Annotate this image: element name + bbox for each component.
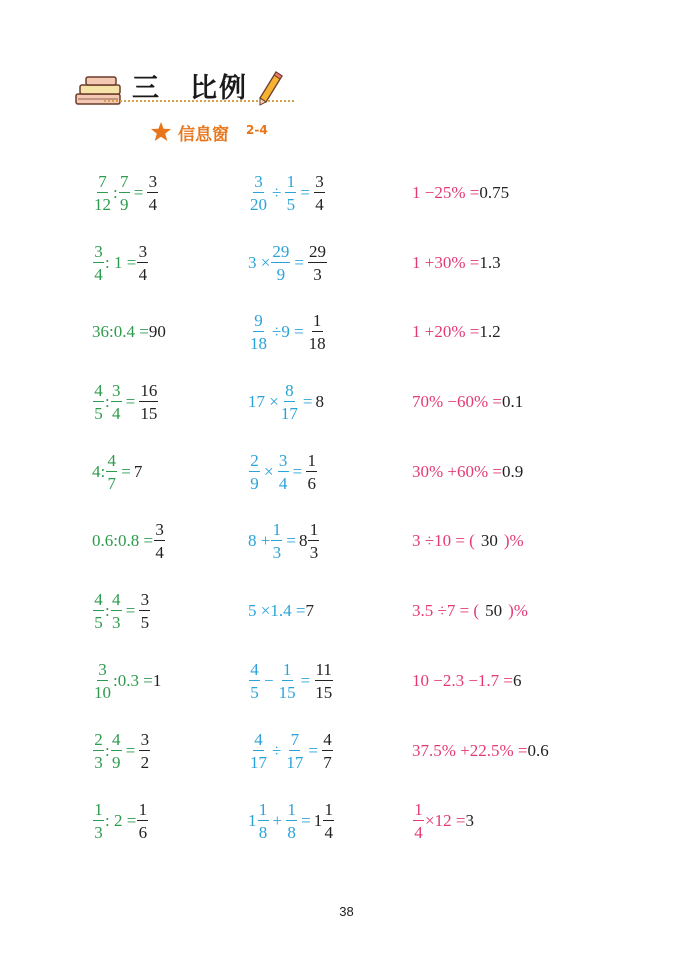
fraction: $\frac{1}{8}$ [258,800,268,842]
fraction: $\frac{4}{7}$ [323,730,332,772]
fraction: $\frac{1}{15}$ [278,660,296,702]
fraction: $\frac{1}{3}$ [309,520,319,562]
row3-col1: 36:0.4 = 90 [92,322,166,341]
fraction: $\frac{1}{6}$ [138,800,148,842]
subtitle-text: 信息窗 [178,125,229,145]
fraction: $\frac{1}{3}$ [272,520,282,562]
row4-col2: 17 × $\frac{8}{17}$ = 8 [248,381,324,423]
fraction: $\frac{16}{15}$ [140,381,158,423]
fraction: $\frac{4}{17}$ [250,730,267,772]
row4-col3: 70% −60% = 0.1 [412,392,524,411]
row10-col2: 1 $\frac{1}{8}$ + $\frac{1}{8}$ = 1 $\frac{1}{4}$ [248,800,333,842]
fraction: $\frac{4}{5}$ [94,381,103,423]
fraction: $\frac{29}{3}$ [308,242,326,284]
fraction: $\frac{2}{3}$ [94,730,103,772]
fraction: $\frac{4}{7}$ [107,451,116,493]
row7-col2: 5 ×1.4 = 7 [248,601,314,620]
row8-col1: $\frac{3}{10}$ :0.3 = 1 [94,660,162,702]
fraction: $\frac{11}{15}$ [315,660,333,702]
fraction: $\frac{7}{12}$ [94,172,111,214]
row9-col1: $\frac{2}{3}$ : $\frac{4}{9}$ = $\frac{3}{2}$ [94,730,150,772]
row3-col2: $\frac{9}{18}$ ÷9 = $\frac{1}{18}$ [250,311,326,353]
fraction: $\frac{1}{5}$ [286,172,296,214]
page-number: 38 [339,904,354,919]
row4-col1: $\frac{4}{5}$ : $\frac{3}{4}$ = $\frac{16}{15}$ [94,381,158,423]
fraction: $\frac{7}{9}$ [119,172,129,214]
row1-col3: 1 −25% = 0.75 [412,183,510,202]
fraction: $\frac{3}{4}$ [155,520,164,562]
fraction: $\frac{9}{18}$ [250,311,267,353]
row10-col3: $\frac{1}{4}$ ×12 = 3 [414,800,474,842]
fraction: $\frac{3}{10}$ [94,660,111,702]
row9-col2: $\frac{4}{17}$ ÷ $\frac{7}{17}$ = $\frac{4}{7}$ [250,730,332,772]
row10-col1: $\frac{1}{3}$ : 2 = $\frac{1}{6}$ [94,800,148,842]
row1-col2: $\frac{3}{20}$ ÷ $\frac{1}{5}$ = $\frac{3}{4}$ [250,172,324,214]
fraction: $\frac{1}{6}$ [307,451,316,493]
subtitle-code: 2-4 [246,123,268,137]
fraction: $\frac{4}{3}$ [111,590,121,632]
fraction: $\frac{4}{5}$ [94,590,103,632]
fraction: $\frac{3}{20}$ [250,172,267,214]
fraction: $\frac{1}{8}$ [287,800,296,842]
row9-col3: 37.5% +22.5% = 0.6 [412,741,549,760]
fraction: $\frac{4}{5}$ [250,660,259,702]
row7-col1: $\frac{4}{5}$ : $\frac{4}{3}$ = $\frac{3}{5}$ [94,590,150,632]
row7-col3: 3.5 ÷7 = ( 50 )% [412,601,528,620]
row6-col2: 8 + $\frac{1}{3}$ = 8 $\frac{1}{3}$ [248,520,319,562]
fraction: $\frac{3}{4}$ [278,451,288,493]
row5-col1: 4: $\frac{4}{7}$ = 7 [92,451,143,493]
fraction: $\frac{1}{18}$ [308,311,326,353]
row6-col3: 3 ÷10 = ( 30 )% [412,531,524,550]
fraction: $\frac{1}{4}$ [324,800,333,842]
fraction: $\frac{2}{9}$ [250,451,259,493]
chapter-title: 三 比例 [132,73,248,104]
fraction: $\frac{8}{17}$ [280,381,298,423]
fraction: $\frac{3}{2}$ [140,730,150,772]
row2-col2: 3 × $\frac{29}{9}$ = $\frac{29}{3}$ [248,242,326,284]
row2-col3: 1 +30% = 1.3 [412,253,501,272]
fraction: $\frac{3}{5}$ [140,590,150,632]
fraction: $\frac{1}{3}$ [94,800,103,842]
fraction: $\frac{3}{4}$ [148,172,158,214]
row3-col3: 1 +20% = 1.2 [412,322,501,341]
row1-col1: $\frac{7}{12}$ : $\frac{7}{9}$ = $\frac{3}{4}$ [94,172,158,214]
fraction: $\frac{7}{17}$ [286,730,304,772]
row5-col3: 30% +60% = 0.9 [412,462,524,481]
row6-col1: 0.6:0.8 = $\frac{3}{4}$ [92,520,164,562]
fraction: $\frac{3}{4}$ [111,381,121,423]
row5-col2: $\frac{2}{9}$ × $\frac{3}{4}$ = $\frac{1}{6}$ [250,451,316,493]
fraction: $\frac{4}{9}$ [111,730,121,772]
fraction: $\frac{1}{4}$ [414,800,423,842]
fraction: $\frac{3}{4}$ [315,172,324,214]
fraction: $\frac{3}{4}$ [94,242,103,284]
row2-col1: $\frac{3}{4}$ : 1 = $\frac{3}{4}$ [94,242,148,284]
fraction: $\frac{3}{4}$ [138,242,148,284]
row8-col2: $\frac{4}{5}$ − $\frac{1}{15}$ = $\frac{11}{15}$ [250,660,333,702]
fraction: $\frac{29}{9}$ [272,242,290,284]
row8-col3: 10 −2.3 −1.7 = 6 [412,671,522,690]
